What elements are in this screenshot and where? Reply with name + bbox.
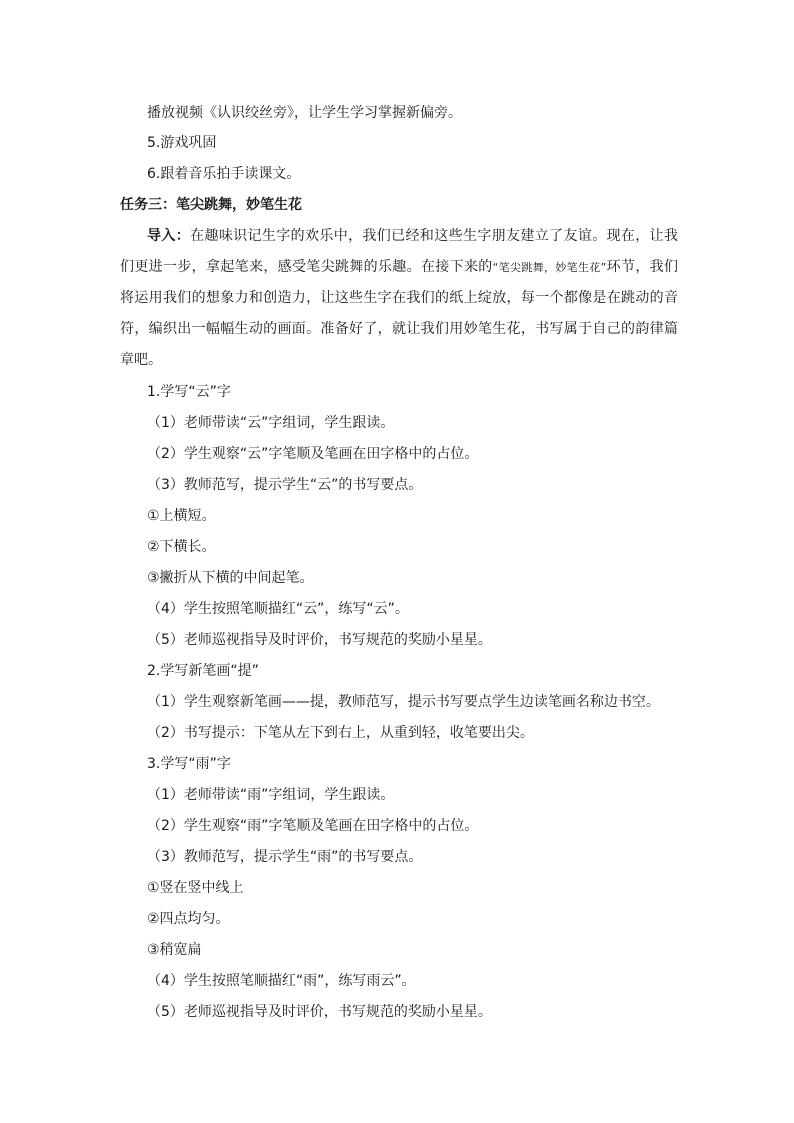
intro-text-a: 在趣味识记生字的欢乐中，我们已经和这些生字朋友建立了友谊。现在，让我们更进一步，拿起笔来，感受笔尖跳舞的乐趣。在接下来的 [120,228,679,275]
list-item: （3）教师范写，提示学生“雨”的书写要点。 [147,849,423,865]
intro-text-b: 环节，我们将运用我们的想象力和创造力，让这些生字在我们的纸上绽放，每一个都像是在跳动的音符，编织出一幅幅生动的画面。准备好了，就让我们用妙笔生花，书写属于自己的韵律篇章吧。 [120,259,679,368]
task-heading: 任务三：笔尖跳舞，妙笔生花 [120,197,302,213]
list-item: ②四点均匀。 [147,911,230,927]
list-item: （2）学生观察“云”字笔顺及笔画在田字格中的占位。 [147,446,479,462]
list-item: （2）学生观察“雨”字笔顺及笔画在田字格中的占位。 [147,818,479,834]
list-item: ①上横短。 [147,508,216,524]
text-line-video: 播放视频《认识绞丝旁》，让学生学习掌握新偏旁。 [147,105,462,121]
intro-lead: 导入： [147,228,191,244]
list-item: （2）书写提示：下笔从左下到右上，从重到轻，收笔要出尖。 [147,725,534,741]
list-item: （5）老师巡视指导及时评价，书写规范的奖励小星星。 [147,1004,492,1020]
list-item: （5）老师巡视指导及时评价，书写规范的奖励小星星。 [147,632,492,648]
list-item: （1）老师带读“云”字组词，学生跟读。 [147,415,395,431]
list-item: ③撇折从下横的中间起笔。 [147,570,314,586]
intro-quote: “笔尖跳舞，妙笔生花” [492,261,607,274]
list-item: （4）学生按照笔顺描红“云”，练写“云”。 [147,601,409,617]
list-item: （4）学生按照笔顺描红“雨”，练写雨云”。 [147,973,416,989]
section-heading-yu: 3.学写“雨”字 [147,756,231,772]
intro-paragraph [120,221,678,376]
list-item: ②下横长。 [147,539,216,555]
section-heading-yun: 1.学写“云”字 [147,384,231,400]
text-line-music: 6.跟着音乐拍手读课文。 [147,166,301,182]
list-item: ①竖在竖中线上 [147,880,244,896]
list-item: （1）老师带读“雨”字组词，学生跟读。 [147,787,395,803]
text-line-game: 5.游戏巩固 [147,135,217,151]
list-item: ③稍宽扁 [147,942,202,958]
section-heading-ti: 2.学写新笔画“提” [147,663,259,679]
list-item: （1）学生观察新笔画——提，教师范写，提示书写要点学生边读笔画名称边书空。 [147,694,660,710]
list-item: （3）教师范写，提示学生“云”的书写要点。 [147,477,423,493]
